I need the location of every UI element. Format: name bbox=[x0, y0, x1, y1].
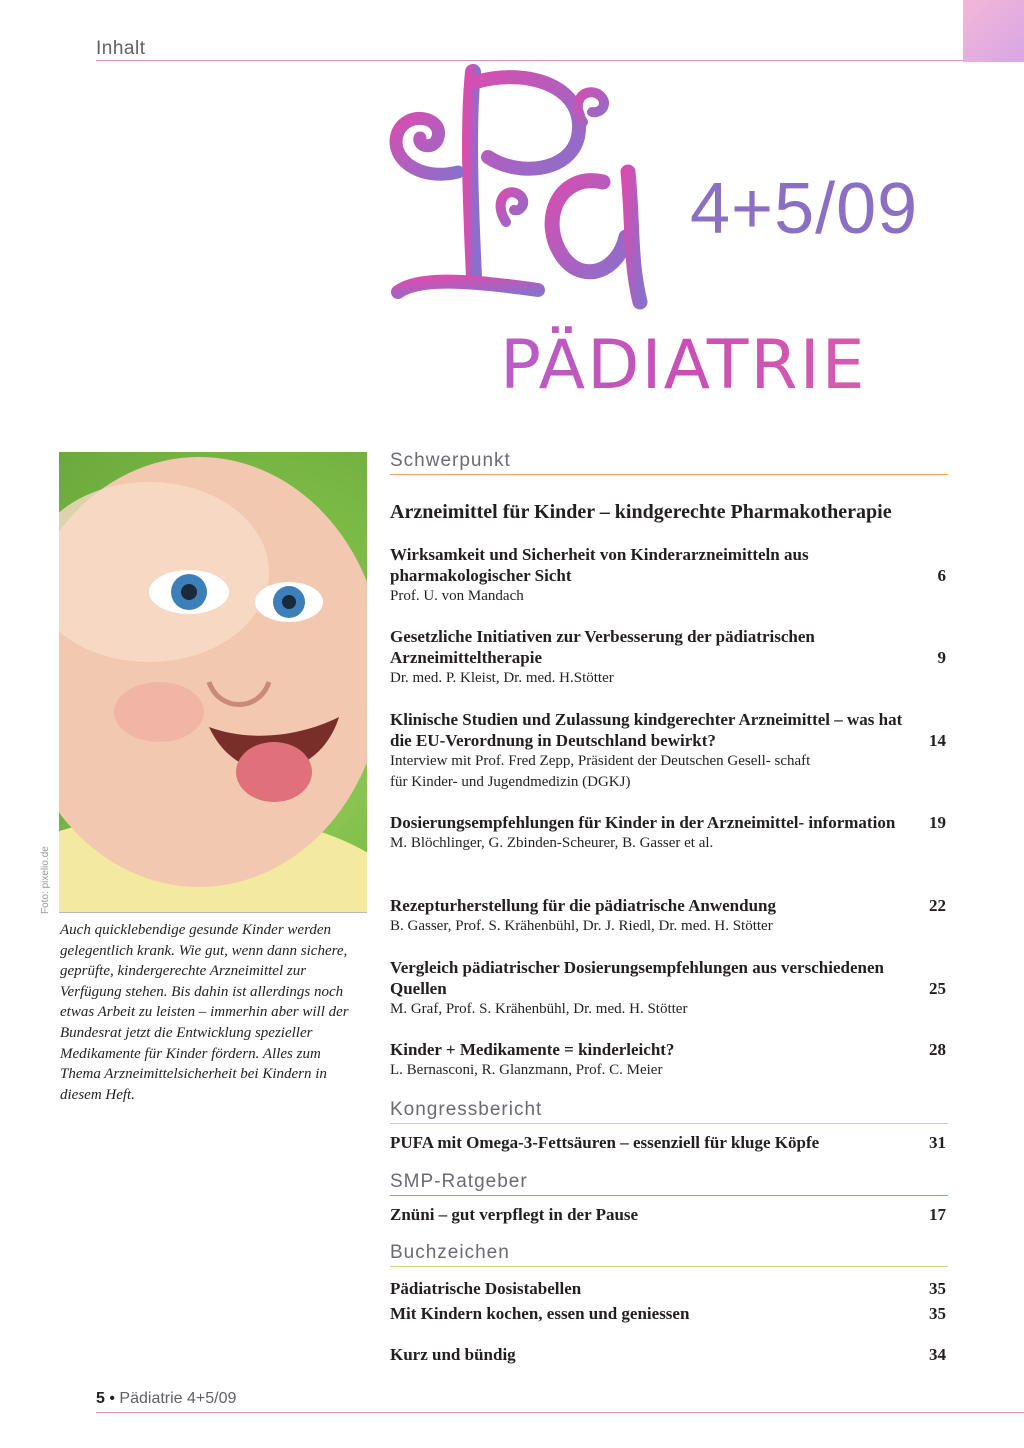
logo-monogram bbox=[378, 62, 678, 332]
header-label: Inhalt bbox=[96, 38, 146, 59]
entry-page: 22 bbox=[929, 896, 946, 915]
entry-title-wrap bbox=[390, 812, 946, 833]
section-title: Schwerpunkt bbox=[390, 450, 511, 471]
entry-title: Gesetzliche Initiativen zur Verbesserung der pädiatrischen Arzneimitteltherapie bbox=[390, 627, 815, 667]
entry-authors: Interview mit Prof. Fred Zepp, Präsident der Deutschen Gesell- schaft für Kinder- und Jugendmedizin (DGKJ) bbox=[390, 753, 811, 790]
entry-title: PUFA mit Omega-3-Fettsäuren – essenziell für kluge Köpfe bbox=[390, 1133, 820, 1152]
entry-page: 19 bbox=[929, 813, 946, 832]
entry-page: 35 bbox=[929, 1304, 946, 1323]
entry-title-wrap bbox=[390, 1344, 946, 1365]
photo-credit: Foto: pixelio.de bbox=[40, 846, 51, 914]
entry-page: 35 bbox=[929, 1279, 946, 1298]
entry-title-wrap bbox=[390, 626, 946, 668]
entry-authors: L. Bernasconi, R. Glanzmann, Prof. C. Meier bbox=[390, 1062, 663, 1078]
entry-page: 31 bbox=[929, 1133, 946, 1152]
entry-title-wrap bbox=[390, 1204, 946, 1225]
section-schwerpunkt bbox=[390, 450, 948, 475]
entry-title-wrap bbox=[390, 957, 946, 999]
corner-tab bbox=[963, 0, 1024, 62]
photo-caption: Auch quicklebendige gesunde Kinder werden gelegentlich krank. Wie gut, wenn dann sichere, geprüfte, kindergerechte Arzneimittel zur Verfügung stehen. Bis dahin ist allerdings noch etwas Arbeit zu leisten – immerhin aber will der Bundesrat jetzt die Entwicklung spezieller Medikamente für Kinder fördern. Alles zum Thema Arzneimittelsicherheit bei Kindern in diesem Heft. bbox=[60, 922, 349, 1103]
toc-entry[interactable] bbox=[390, 957, 946, 1020]
caption-rule bbox=[59, 912, 367, 913]
section-rule bbox=[390, 474, 948, 475]
section-rule bbox=[390, 1266, 948, 1267]
entry-page: 25 bbox=[929, 979, 946, 998]
footer-page-number: 5 bbox=[96, 1390, 105, 1407]
toc-entry[interactable] bbox=[390, 1204, 946, 1225]
entry-title: Kurz und bündig bbox=[390, 1345, 516, 1364]
entry-authors: Prof. U. von Mandach bbox=[390, 588, 524, 604]
entry-page: 9 bbox=[937, 648, 946, 667]
entry-page: 28 bbox=[929, 1040, 946, 1059]
entry-title-wrap bbox=[390, 544, 946, 586]
entry-authors: B. Gasser, Prof. S. Krähenbühl, Dr. J. Riedl, Dr. med. H. Stötter bbox=[390, 918, 773, 934]
toc-entry[interactable] bbox=[390, 1344, 946, 1365]
section-rule bbox=[390, 1123, 948, 1124]
section-title: Kongressbericht bbox=[390, 1099, 543, 1120]
entry-title: Kinder + Medikamente = kinderleicht? bbox=[390, 1040, 675, 1059]
entry-title: Mit Kindern kochen, essen und geniessen bbox=[390, 1304, 690, 1323]
section-rule bbox=[390, 1195, 948, 1196]
entry-title: Wirksamkeit und Sicherheit von Kinderarzneimitteln aus pharmakologischer Sicht bbox=[390, 545, 809, 585]
entry-authors: M. Graf, Prof. S. Krähenbühl, Dr. med. H. Stötter bbox=[390, 1001, 688, 1017]
footer bbox=[96, 1390, 236, 1408]
entry-page: 34 bbox=[929, 1345, 946, 1364]
toc-entry[interactable] bbox=[390, 812, 946, 854]
entry-title-wrap bbox=[390, 1039, 946, 1060]
entry-title-wrap bbox=[390, 1278, 946, 1299]
entry-page: 6 bbox=[937, 566, 946, 585]
toc-entry[interactable] bbox=[390, 1039, 946, 1081]
entry-title: Pädiatrische Dosistabellen bbox=[390, 1279, 582, 1298]
section-smp bbox=[390, 1171, 948, 1196]
toc-entry[interactable] bbox=[390, 1278, 946, 1299]
baby-photo bbox=[59, 452, 367, 912]
section-title: SMP-Ratgeber bbox=[390, 1171, 528, 1192]
entry-title-wrap bbox=[390, 1303, 946, 1324]
toc-entry[interactable] bbox=[390, 709, 946, 792]
entry-authors: Dr. med. P. Kleist, Dr. med. H.Stötter bbox=[390, 670, 614, 686]
header-rule bbox=[96, 60, 963, 61]
issue-number: 4+5/09 bbox=[690, 169, 919, 249]
entry-title: Dosierungsempfehlungen für Kinder in der Arzneimittel- information bbox=[390, 813, 896, 832]
toc-entry[interactable] bbox=[390, 544, 946, 607]
entry-title: Znüni – gut verpflegt in der Pause bbox=[390, 1205, 639, 1224]
entry-title: Rezepturherstellung für die pädiatrische Anwendung bbox=[390, 896, 776, 915]
footer-rule bbox=[96, 1412, 1024, 1413]
toc-entry[interactable] bbox=[390, 1132, 946, 1153]
footer-publication: Pädiatrie 4+5/09 bbox=[119, 1390, 237, 1407]
entry-title-wrap bbox=[390, 709, 946, 751]
footer-bullet: • bbox=[109, 1390, 115, 1407]
section-buch bbox=[390, 1242, 948, 1267]
entry-page: 17 bbox=[929, 1205, 946, 1224]
entry-title: Klinische Studien und Zulassung kindgerechter Arzneimittel – was hat die EU-Verordnung in Deutschland bewirkt? bbox=[390, 710, 903, 750]
toc-entry[interactable] bbox=[390, 895, 946, 937]
entry-authors: M. Blöchlinger, G. Zbinden-Scheurer, B. Gasser et al. bbox=[390, 835, 714, 851]
toc-entry[interactable] bbox=[390, 626, 946, 689]
section-kongress bbox=[390, 1099, 948, 1124]
entry-title-wrap bbox=[390, 895, 946, 916]
baby-illustration bbox=[59, 452, 367, 912]
section-title: Buchzeichen bbox=[390, 1242, 510, 1263]
toc-entry[interactable] bbox=[390, 1303, 946, 1324]
entry-title-wrap bbox=[390, 1132, 946, 1153]
entry-page: 14 bbox=[929, 731, 946, 750]
main-topic: Arzneimittel für Kinder – kindgerechte Pharmakotherapie bbox=[390, 501, 892, 523]
entry-title: Vergleich pädiatrischer Dosierungsempfehlungen aus verschiedenen Quellen bbox=[390, 958, 884, 998]
brand-name: PÄDIATRIE bbox=[500, 326, 867, 405]
